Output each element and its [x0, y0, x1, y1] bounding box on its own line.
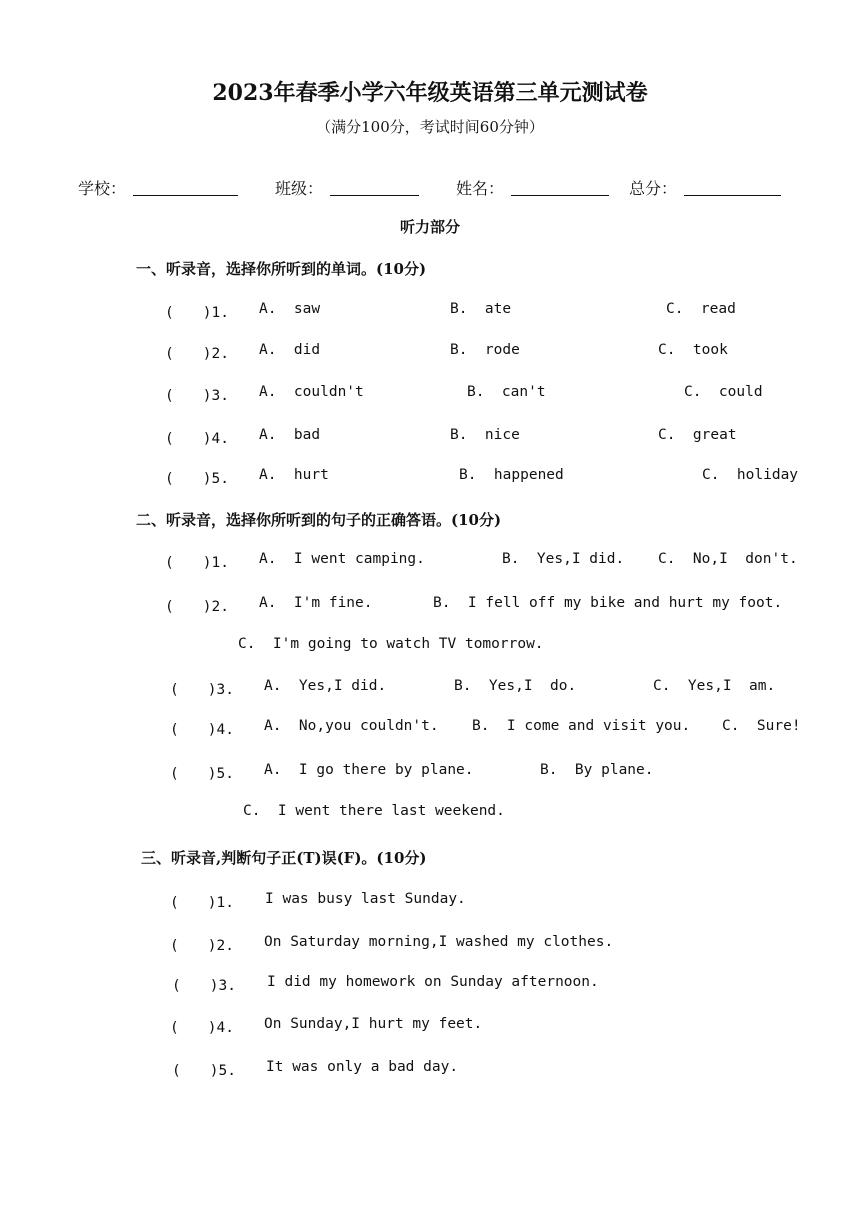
option-c: C. could: [684, 384, 763, 400]
option-a: A. did: [259, 342, 321, 358]
school-label: 学校：: [78, 179, 127, 198]
option-a: A. hurt: [259, 467, 329, 483]
statement-text: On Sunday,I hurt my feet.: [264, 1016, 483, 1032]
section2-heading: 二、听录音，选择你所听到的句子的正确答语。(10分): [136, 511, 502, 529]
statement-text: I did my homework on Sunday afternoon.: [267, 974, 599, 990]
statement-text: I was busy last Sunday.: [265, 891, 466, 907]
answer-blank[interactable]: ( )2.: [165, 346, 229, 362]
part-title: 听力部分: [399, 218, 460, 236]
answer-blank[interactable]: ( )1.: [165, 305, 229, 321]
answer-blank[interactable]: ( )5.: [165, 471, 229, 487]
answer-blank[interactable]: ( )3.: [165, 388, 229, 404]
option-b: B. Yes,I did.: [502, 551, 625, 567]
option-c: C. great: [658, 427, 737, 443]
answer-blank[interactable]: ( )1.: [165, 555, 229, 571]
option-b: B. ate: [450, 301, 512, 317]
option-b: B. happened: [459, 467, 564, 483]
option-a: A. Yes,I did.: [264, 678, 387, 694]
option-b: B. I fell off my bike and hurt my foot.: [433, 595, 783, 611]
option-c: C. Yes,I am.: [653, 678, 776, 694]
answer-blank[interactable]: ( )5.: [172, 1063, 236, 1079]
option-c: C. No,I don't.: [658, 551, 798, 567]
option-a: A. I'm fine.: [259, 595, 373, 611]
option-c: C. Sure!: [722, 718, 801, 734]
class-label: 班级：: [275, 179, 324, 198]
answer-blank[interactable]: ( )5.: [170, 766, 234, 782]
option-a: A. No,you couldn't.: [264, 718, 439, 734]
answer-blank[interactable]: ( )3.: [170, 682, 234, 698]
statement-text: It was only a bad day.: [266, 1059, 459, 1075]
option-c: C. read: [666, 301, 736, 317]
answer-blank[interactable]: ( )4.: [165, 431, 229, 447]
option-b: B. I come and visit you.: [472, 718, 691, 734]
school-field[interactable]: [133, 195, 238, 196]
option-c: C. I'm going to watch TV tomorrow.: [238, 636, 544, 652]
statement-text: On Saturday morning,I washed my clothes.: [264, 934, 614, 950]
answer-blank[interactable]: ( )4.: [170, 722, 234, 738]
section1-heading: 一、听录音，选择你所听到的单词。(10分): [136, 260, 427, 278]
option-c: C. holiday: [702, 467, 799, 483]
option-c: C. I went there last weekend.: [243, 803, 505, 819]
section3-heading: 三、听录音,判断句子正(T)误(F)。(10分): [141, 849, 427, 867]
answer-blank[interactable]: ( )2.: [170, 938, 234, 954]
option-a: A. I go there by plane.: [264, 762, 474, 778]
option-b: B. rode: [450, 342, 520, 358]
option-a: A. saw: [259, 301, 321, 317]
score-field[interactable]: [684, 195, 781, 196]
option-a: A. couldn't: [259, 384, 364, 400]
option-b: B. nice: [450, 427, 520, 443]
option-b: B. By plane.: [540, 762, 654, 778]
option-a: A. I went camping.: [259, 551, 425, 567]
answer-blank[interactable]: ( )4.: [170, 1020, 234, 1036]
class-field[interactable]: [330, 195, 419, 196]
page-title: 2023年春季小学六年级英语第三单元测试卷: [212, 80, 648, 106]
option-b: B. Yes,I do.: [454, 678, 577, 694]
option-c: C. took: [658, 342, 728, 358]
score-label: 总分：: [629, 179, 678, 198]
answer-blank[interactable]: ( )1.: [170, 895, 234, 911]
name-field[interactable]: [511, 195, 609, 196]
answer-blank[interactable]: ( )2.: [165, 599, 229, 615]
page-subtitle: （满分100分，考试时间60分钟）: [316, 118, 544, 136]
option-a: A. bad: [259, 427, 321, 443]
answer-blank[interactable]: ( )3.: [172, 978, 236, 994]
name-label: 姓名：: [456, 179, 505, 198]
option-b: B. can't: [467, 384, 546, 400]
